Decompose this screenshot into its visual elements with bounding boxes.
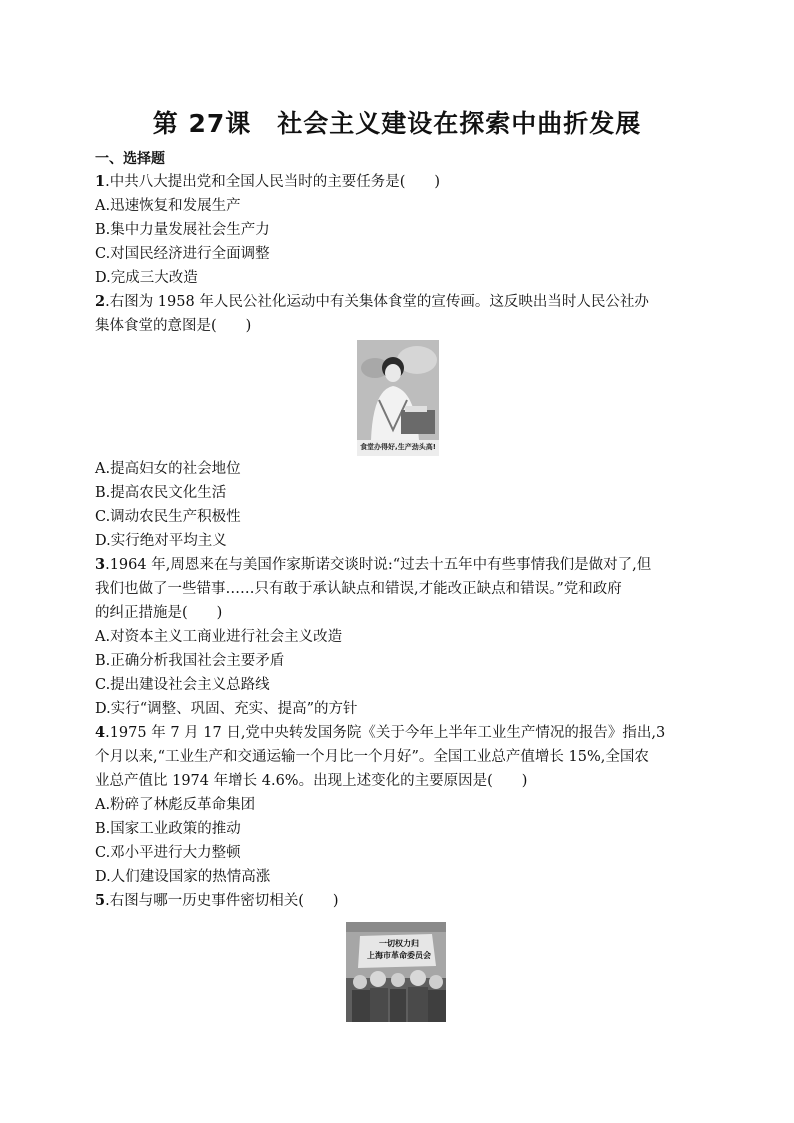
option-b: B.提高农民文化生活 [95,485,227,501]
option-a: A.迅速恢复和发展生产 [95,198,241,214]
question-number: 5 [95,892,106,909]
question-1-stem: 1.中共八大提出党和全国人民当时的主要任务是( ) [95,173,441,190]
canteen-poster-image [357,340,439,456]
question-number: 2 [95,293,106,310]
question-3-stem: 3.1964 年,周恩来在与美国作家斯诺交谈时说:“过去十五年中有些事情我们是做对了,但 [95,556,652,573]
option-d: D.人们建设国家的热情高涨 [95,869,271,885]
option-b: B.正确分析我国社会主要矛盾 [95,653,285,669]
question-4-stem-cont: 业总产值比 1974 年增长 4.6%。出现上述变化的主要原因是( ) [95,773,528,789]
page-title: 第 27课 社会主义建设在探索中曲折发展 [152,109,642,138]
option-a: A.提高妇女的社会地位 [95,461,241,477]
question-5-stem: 5.右图与哪一历史事件密切相关( ) [95,892,339,909]
option-b: B.集中力量发展社会生产力 [95,222,270,238]
option-d: D.完成三大改造 [95,270,198,286]
option-a: A.对资本主义工商业进行社会主义改造 [95,629,343,645]
option-c: C.对国民经济进行全面调整 [95,246,270,262]
option-b: B.国家工业政策的推动 [95,821,241,837]
section-heading: 一、选择题 [95,151,165,167]
revolution-poster-illustration [346,922,446,1022]
option-d: D.实行绝对平均主义 [95,533,227,549]
option-c: C.调动农民生产积极性 [95,509,241,525]
question-4-stem-cont: 个月以来,“工业生产和交通运输一个月比一个月好”。全国工业总产值增长 15%,全国农 [95,749,649,765]
option-c: C.提出建设社会主义总路线 [95,677,270,693]
question-number: 1 [95,173,106,190]
question-3-stem-cont: 的纠正措施是( ) [95,605,223,621]
poster-caption: 食堂办得好,生产劲头高! [360,443,436,451]
question-4-stem: 4.1975 年 7 月 17 日,党中央转发国务院《关于今年上半年工业生产情况的报告》指出,3 [95,724,666,741]
canteen-poster-illustration [357,340,439,456]
question-3-stem-cont: 我们也做了一些错事……只有敢于承认缺点和错误,才能改正缺点和错误。”党和政府 [95,581,622,597]
option-a: A.粉碎了林彪反革命集团 [95,797,256,813]
revolution-poster-image [346,922,446,1022]
option-c: C.邓小平进行大力整顿 [95,845,241,861]
question-number: 3 [95,556,106,573]
option-d: D.实行“调整、巩固、充实、提高”的方针 [95,701,358,717]
question-number: 4 [95,724,106,741]
question-2-stem-cont: 集体食堂的意图是( ) [95,318,252,334]
poster-slogan: 一切权力归 上海市革命委员会 [367,939,431,960]
question-2-stem: 2.右图为 1958 年人民公社化运动中有关集体食堂的宣传画。这反映出当时人民公社办 [95,293,649,310]
